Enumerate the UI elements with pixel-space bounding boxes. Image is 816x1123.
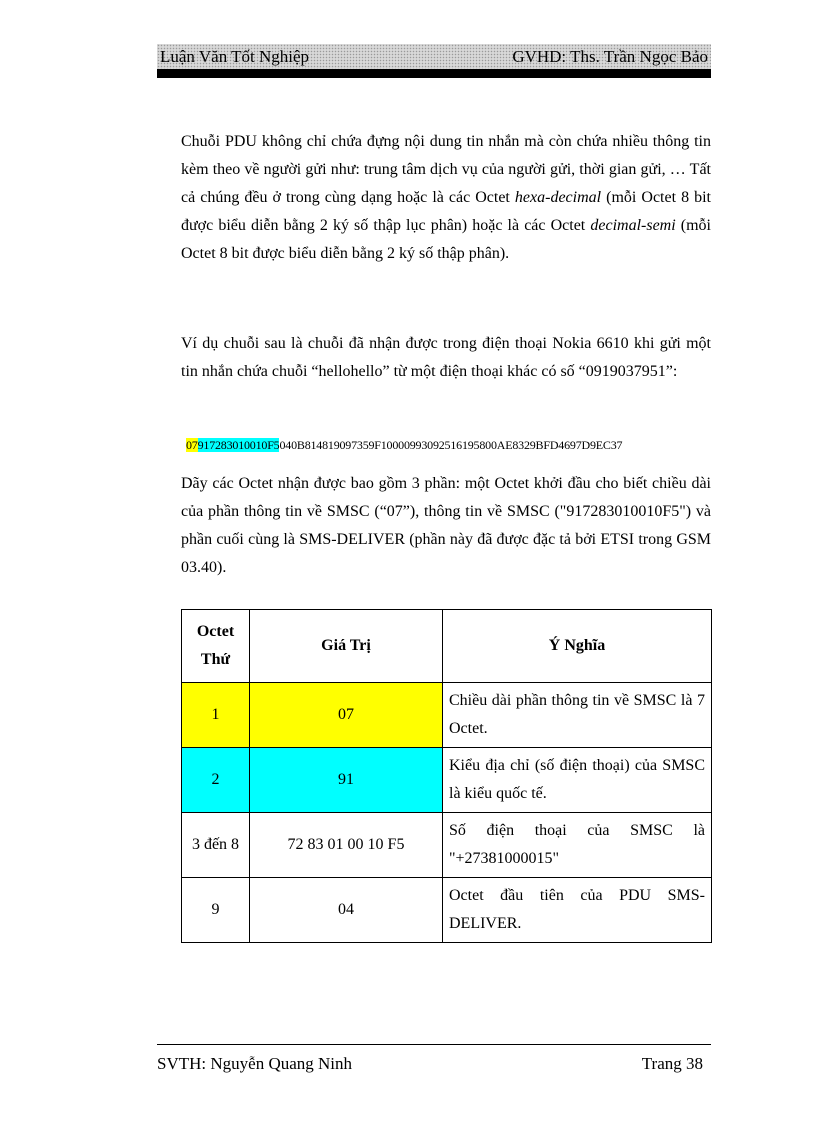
pdu-string xyxy=(186,438,622,453)
table-row xyxy=(182,878,712,943)
cell-octet: 1 xyxy=(182,683,250,748)
page-number: Trang 38 xyxy=(641,1054,703,1073)
header-meaning: Ý Nghĩa xyxy=(443,610,712,683)
header-divider xyxy=(157,69,711,78)
table-row xyxy=(182,683,712,748)
pdu-sms-deliver: 040B814819097359F10000993092516195800AE8329BFD4697D9EC37 xyxy=(279,438,623,452)
pdu-smsc-info: 917283010010F5 xyxy=(197,438,280,452)
octet-table xyxy=(181,609,712,943)
table-header-row xyxy=(182,610,712,683)
paragraph-pdu-intro xyxy=(181,128,711,268)
cell-value: 04 xyxy=(250,878,443,943)
cell-meaning: Octet đầu tiên của PDU SMS-DELIVER. xyxy=(443,878,712,943)
cell-meaning: Chiều dài phần thông tin về SMSC là 7 Octet. xyxy=(443,683,712,748)
paragraph-octet-parts: Dãy các Octet nhận được bao gồm 3 phần: một Octet khởi đầu cho biết chiều dài của phần thông tin về SMSC (“07”), thông tin về SMSC ("917283010010F5") và phần cuối cùng là SMS-DELIVER (phần này đã được đặc tả bởi ETSI trong GSM 03.40). xyxy=(181,475,711,576)
page-footer xyxy=(157,1054,703,1074)
pdu-length-octet: 07 xyxy=(186,438,198,452)
emphasis-decimal-semi: decimal-semi xyxy=(590,217,676,234)
footer-divider xyxy=(157,1044,711,1045)
header-advisor: GVHD: Ths. Trần Ngọc Bảo xyxy=(512,46,708,66)
footer-student: SVTH: Nguyễn Quang Ninh xyxy=(157,1054,353,1073)
cell-value: 91 xyxy=(250,748,443,813)
cell-value: 07 xyxy=(250,683,443,748)
cell-meaning: Kiểu địa chỉ (số điện thoại) của SMSC là kiểu quốc tế. xyxy=(443,748,712,813)
page-header xyxy=(157,44,711,69)
table-row xyxy=(182,813,712,878)
paragraph-text: Chuỗi PDU không chỉ chứa đựng nội dung tin nhắn mà còn chứa nhiều thông tin kèm theo về người gửi như: trung tâm dịch vụ của người gửi, thời gian gửi, … Tất cả chúng đều ở trong cùng dạng hoặc là các Octet xyxy=(181,133,711,206)
cell-octet: 9 xyxy=(182,878,250,943)
cell-meaning: Số điện thoại của SMSC là "+27381000015" xyxy=(443,813,712,878)
paragraph-example: Ví dụ chuỗi sau là chuỗi đã nhận được trong điện thoại Nokia 6610 khi gửi một tin nhắn chứa chuỗi “hellohello” từ một điện thoại khác có số “0919037951”: xyxy=(181,335,711,380)
table-row xyxy=(182,748,712,813)
emphasis-hexa-decimal: hexa-decimal xyxy=(514,189,602,206)
header-octet: Octet Thứ xyxy=(182,610,250,683)
cell-octet: 2 xyxy=(182,748,250,813)
cell-value: 72 83 01 00 10 F5 xyxy=(250,813,443,878)
header-value: Giá Trị xyxy=(250,610,443,683)
cell-octet: 3 đến 8 xyxy=(182,813,250,878)
paragraph-text: (mỗi Octet 8 bit được biểu diễn bằng 2 ký số thập lục phân) hoặc là các Octet xyxy=(181,189,712,234)
header-thesis-title: Luận Văn Tốt Nghiệp xyxy=(160,46,310,66)
paragraph-text: (mỗi Octet 8 bit được biểu diễn bằng 2 ký số thập phân). xyxy=(181,217,711,262)
